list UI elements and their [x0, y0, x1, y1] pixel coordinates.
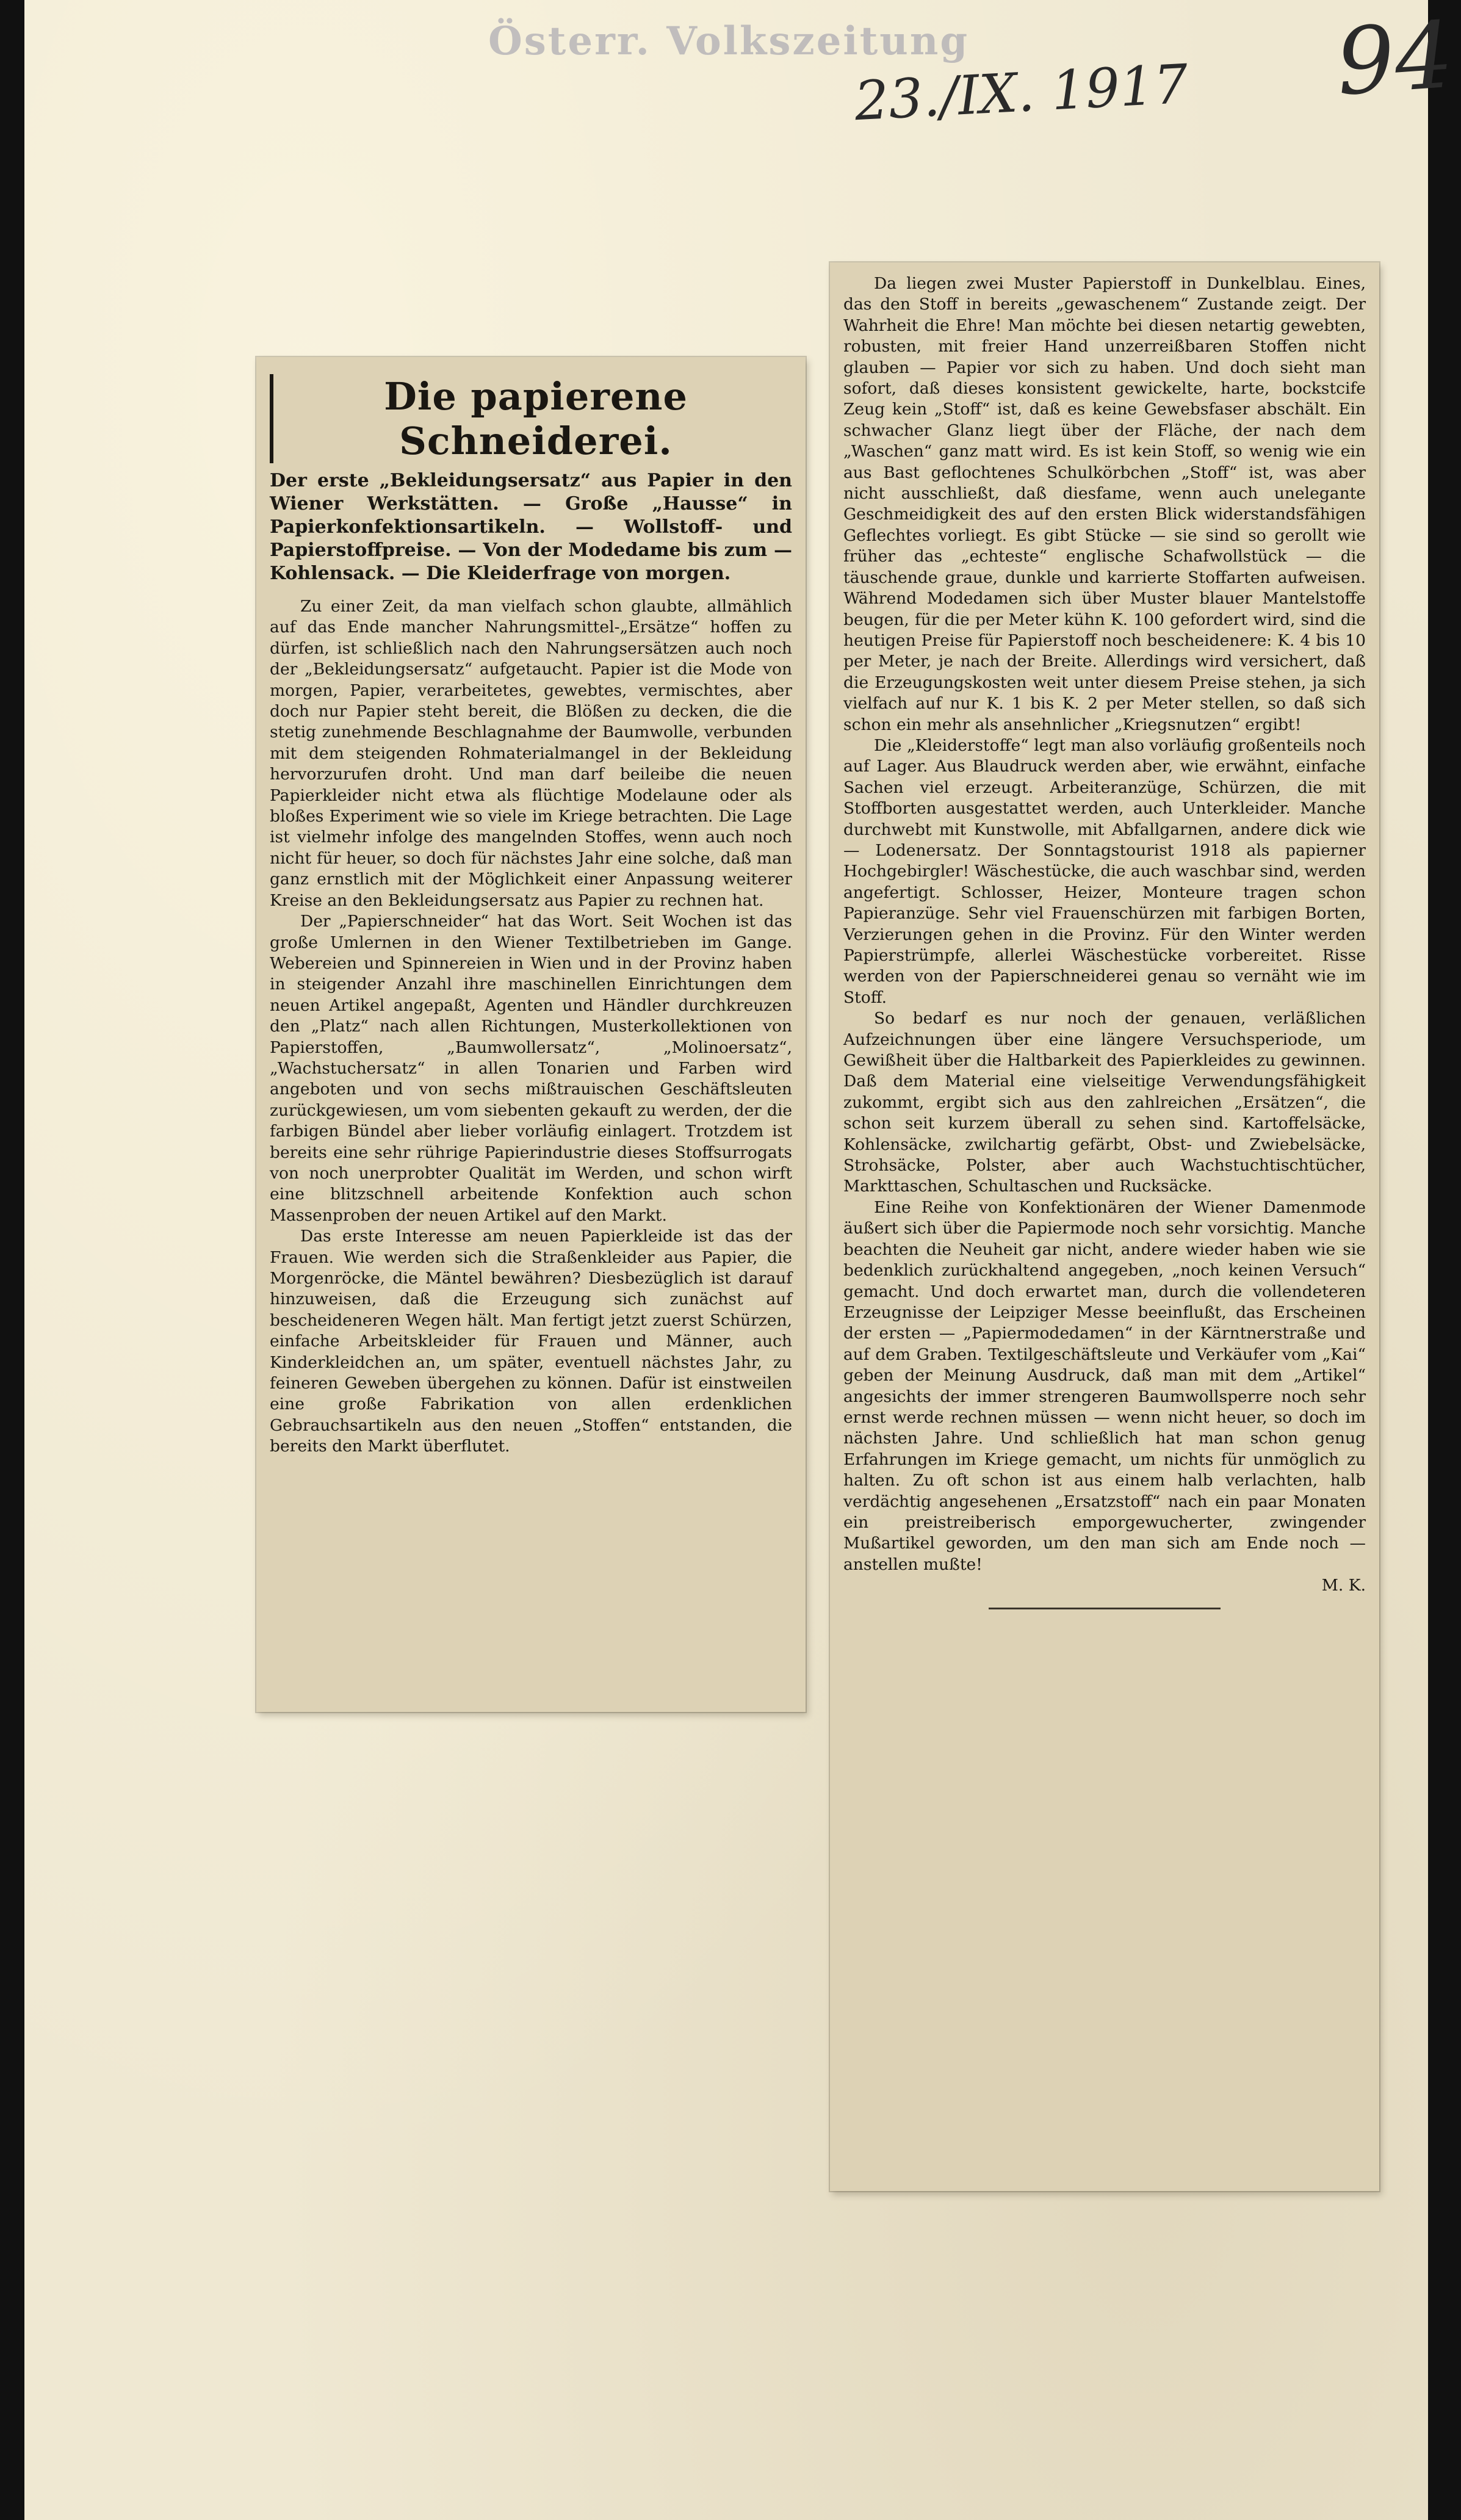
paragraph: Da liegen zwei Muster Papierstoff in Dunkelblau. Eines, das den Stoff in bereits „gewaschenem“ Zustande zeigt. Der Wahrheit die Ehre! Man möchte bei diesen netartig gewebten, robusten, mit freier Hand unzerreißbaren Stoffen nicht glauben — Papier vor sich zu haben. Und doch sieht man sofort, daß dieses konsistent gewickelte, harte, bockstcife Zeug kein „Stoff“ ist, daß es keine Gewebsfaser abschält. Ein schwacher Glanz liegt über der Fläche, der nach dem „Waschen“ ganz matt wird. Es ist kein Stoff, so wenig wie ein aus Bast geflochtenes Schulkörbchen „Stoff“ ist, was aber nicht ausschließt, daß diesfame, wenn auch unelegante Geschmeidigkeit des auf den ersten Blick widerstandsfähigen Geflechtes vorliegt. Es gibt Stücke — sie sind so gerollt wie früher das „echteste“ englische Schafwollstück — die täuschende graue, dunkle und karrierte Stoffarten aufweisen. Während Modedamen sich über Muster blauer Mantelstoffe beugen, für die per Meter kühn K. 100 gefordert wird, sind die heutigen Preise für Papierstoff noch bescheidenere: K. 4 bis 10 per Meter, je nach der Breite. Allerdings wird versichert, daß die Erzeugungskosten weit unter diesem Preise stehen, ja sich vielfach auf nur K. 1 bis K. 2 per Meter stellen, so daß sich schon ein mehr als ansehnlicher „Kriegsnutzen“ ergibt! [843, 274, 1366, 734]
handwritten-date: 23./IX. 1917 [853, 52, 1190, 133]
handwritten-number: 94 [1333, 2, 1457, 117]
paragraph: Die „Kleiderstoffe“ legt man also vorläufig großenteils noch auf Lager. Aus Blaudruck werden aber, wie erwähnt, einfache Sachen viel erzeugt. Arbeiteranzüge, Schürzen, die mit Stoffborten ausgestattet werden, auch Unterkleider. Manche durchwebt mit Kunstwolle, mit Abfallgarnen, andere dick wie — Lodenersatz. Der Sonntagstourist 1918 als papierner Hochgebirgler! Wäschestücke, die auch waschbar sind, werden angefertigt. Schlosser, Heizer, Monteure tragen schon Papieranzüge. Sehr viel Frauenschürzen mit farbigen Borten, Verzierungen gehen in die Provinz. Für den Winter werden Papierstrümpfe, allerlei Wäschestücke vorbereitet. Risse werden von der Papierschneiderei genau so vernäht wie im Stoff. [843, 735, 1366, 1007]
paragraph: Zu einer Zeit, da man vielfach schon glaubte, allmählich auf das Ende mancher Nahrungsmittel-„Ersätze“ hoffen zu dürfen, ist schließlich nach den Nahrungsersätzen auch noch der „Bekleidungsersatz“ aufgetaucht. Papier ist die Mode von morgen, Papier, verarbeitetes, gewebtes, vermischtes, aber doch nur Papier steht bereit, die Blößen zu decken, die die stetig zunehmende Beschlagnahme der Baumwolle, verbunden mit dem steigenden Rohmaterialmangel in der Bekleidung hervorzurufen droht. Und man darf beileibe die neuen Papierkleider nicht etwa als flüchtige Modelaune oder als bloßes Experiment wie so viele im Kriege betrachten. Die Lage ist vielmehr infolge des mangelnden Stoffes, wenn auch noch nicht für heuer, so doch für nächstes Jahr eine solche, daß man ganz ernstlich mit der Möglichkeit einer Anpassung weiterer Kreise an den Bekleidungsersatz aus Papier zu rechnen hat. [270, 597, 792, 910]
article-subheadline: Der erste „Bekleidungsersatz“ aus Papier in den Wiener Werkstätten. — Große „Hausse“ in Papierkonfektionsartikeln. — Wollstoff- und Papierstoffpreise. — Von der Modedame bis zum — Kohlensack. — Die Kleiderfrage von morgen. [270, 470, 792, 584]
clipping-left-column [256, 357, 806, 1712]
article-signature: M. K. [1321, 1576, 1366, 1595]
right-column-text [843, 273, 1366, 1597]
paragraph: So bedarf es nur noch der genauen, verläßlichen Aufzeichnungen über eine längere Versuchsperiode, um Gewißheit über die Haltbarkeit des Papierkleides zu gewinnen. Daß dem Material eine vielseitige Verwendungsfähigkeit zukommt, ergibt sich aus den zahlreichen „Ersätzen“, die schon seit kurzem überall zu sehen sind. Kartoffelsäcke, Kohlensäcke, zwilchartig gefärbt, Obst- und Zwiebelsäcke, Strohsäcke, Polster, aber auch Wachstuchtischtücher, Markttaschen, Schultaschen und Rucksäcke. [843, 1009, 1366, 1196]
archive-sheet [24, 0, 1457, 2520]
clipping-right-column [830, 262, 1379, 2191]
article-headline: Die papierene Schneiderei. [270, 374, 792, 463]
paragraph: Das erste Interesse am neuen Papierkleide ist das der Frauen. Wie werden sich die Straßenkleider aus Papier, die Morgenröcke, die Mäntel bewähren? Diesbezüglich ist darauf hinzuweisen, daß die Erzeugung sich zunächst auf bescheideneren Wegen hält. Man fertigt jetzt zuerst Schürzen, einfache Arbeitskleider für Frauen und Männer, auch Kinderkleidchen an, um später, eventuell nächstes Jahr, zu feineren Geweben übergehen zu können. Dafür ist einstweilen eine große Fabrikation von allen erdenklichen Gebrauchsartikeln aus den neuen „Stoffen“ entstanden, die bereits den Markt überflutet. [270, 1227, 792, 1456]
left-column-text [270, 596, 792, 1457]
newspaper-stamp: Österr. Volkszeitung [488, 18, 970, 64]
paragraph: Der „Papierschneider“ hat das Wort. Seit Wochen ist das große Umlernen in den Wiener Textilbetrieben im Gange. Webereien und Spinnereien in Wien und in der Provinz haben in steigender Anzahl ihre maschinellen Einrichtungen dem neuen Artikel angepaßt, Agenten und Händler durchkreuzen den „Platz“ nach allen Richtungen, Musterkollektionen von Papierstoffen, „Baumwollersatz“, „Molinoersatz“, „Wachstuchersatz“ in allen Tonarien und Farben wird angeboten und von sechs mißtrauischen Geschäftsleuten zurückgewiesen, um vom siebenten gekauft zu werden, der die farbigen Bündel aber lieber vorläufig einlagert. Trotzdem ist bereits eine sehr rührige Papierindustrie dieses Stoffsurrogats von noch unerprobter Qualität im Werden, und schon wirft eine blitzschnell arbeitende Konfektion auch schon Massenproben der neuen Artikel auf den Markt. [270, 912, 792, 1225]
paragraph: Eine Reihe von Konfektionären der Wiener Damenmode äußert sich über die Papiermode noch sehr vorsichtig. Manche beachten die Neuheit gar nicht, andere wieder haben wie sie bedenklich zurückhaltend angegeben, „noch keinen Versuch“ gemacht. Und doch erwartet man, durch die vollendeteren Erzeugnisse der Leipziger Messe beeinflußt, das Erscheinen der ersten — „Papiermodedamen“ in der Kärntnerstraße und auf dem Graben. Textilgeschäftsleute und Verkäufer vom „Kai“ geben der Meinung Ausdruck, daß man mit dem „Artikel“ angesichts der immer strengeren Baumwollsperre noch sehr ernst werde rechnen müssen — wenn nicht heuer, so doch im nächsten Jahre. Und schließlich hat man schon genug Erfahrungen im Kriege gemacht, um nichts für unmöglich zu halten. Zu oft schon ist aus einem halb verlachten, halb verdächtig angesehenen „Ersatzstoff“ nach ein paar Monaten ein preistreiberisch emporgewucherter, zwingender Mußartikel geworden, um den man sich am Ende noch — anstellen mußte! [843, 1197, 1366, 1574]
end-rule [989, 1608, 1221, 1609]
